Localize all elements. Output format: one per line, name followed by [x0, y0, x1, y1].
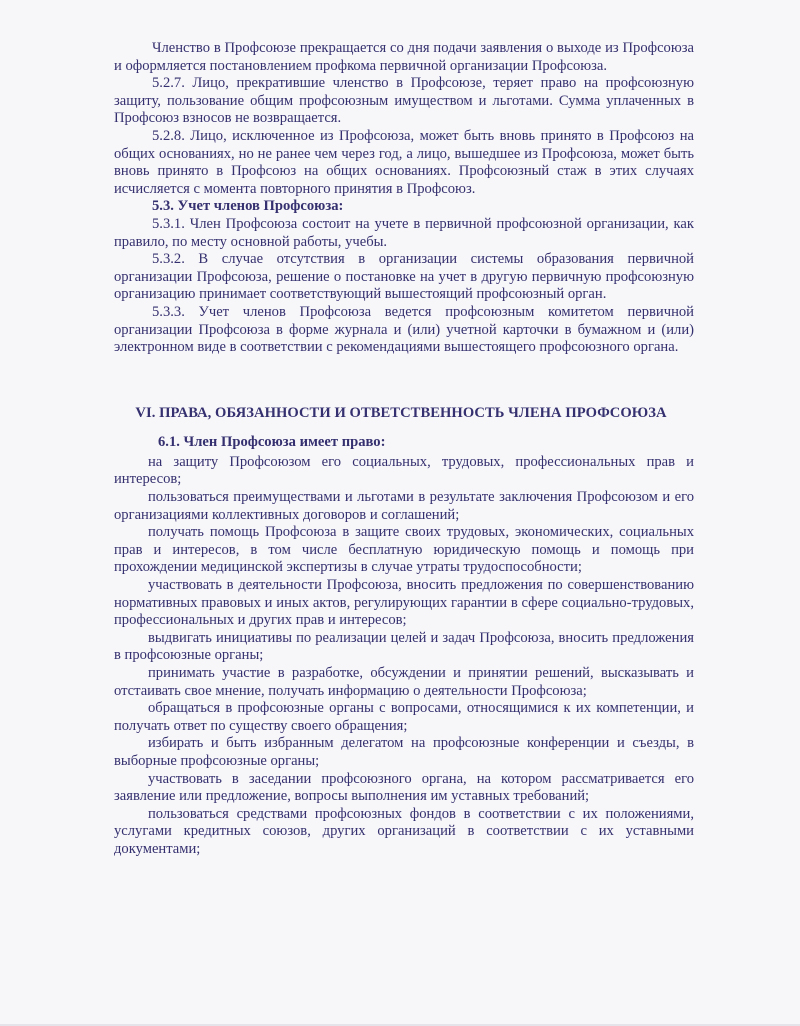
- list-item: пользоваться средствами профсоюзных фондов в соответствии с их положениями, услугами кредитных союзов, других организаций в соответствии с их уставными документами;: [114, 805, 694, 857]
- paragraph-5-3-1: 5.3.1. Член Профсоюза состоит на учете в первичной профсоюзной организации, как правило, по месту основной работы, учебы.: [114, 215, 694, 250]
- paragraph-membership-termination: Членство в Профсоюзе прекращается со дня подачи заявления о выходе из Профсоюза и оформляется постановлением профкома первичной организации Профсоюза.: [114, 40, 694, 74]
- list-item: получать помощь Профсоюза в защите своих трудовых, экономических, социальных прав и интересов, в том числе бесплатную юридическую помощь и помощь при прохождении медицинской экспертизы в случае утраты трудоспособности;: [114, 524, 694, 576]
- list-item: на защиту Профсоюзом его социальных, трудовых, профессиональных прав и интересов;: [114, 453, 694, 488]
- list-item: участвовать в деятельности Профсоюза, вносить предложения по совершенствованию нормативных правовых и иных актов, регулирующих гарантии в сфере социально-трудовых, профессиональных и других прав и интересов;: [114, 577, 694, 629]
- list-item: принимать участие в разработке, обсуждении и принятии решений, высказывать и отстаивать свое мнение, получать информацию о деятельности Профсоюза;: [114, 665, 694, 699]
- list-item: пользоваться преимуществами и льготами в результате заключения Профсоюзом и его организациями коллективных договоров и соглашений;: [114, 489, 694, 523]
- heading-5-3: 5.3. Учет членов Профсоюза:: [152, 198, 344, 215]
- heading-6-1: 6.1. Член Профсоюза имеет право:: [158, 434, 386, 451]
- section-spacer: [114, 357, 694, 399]
- list-item: выдвигать инициативы по реализации целей и задач Профсоюза, вносить предложения в профсоюзные органы;: [114, 629, 694, 664]
- list-item: избирать и быть избранным делегатом на профсоюзные конференции и съезды, в выборные профсоюзные органы;: [114, 735, 694, 769]
- list-item: обращаться в профсоюзные органы с вопросами, относящимися к их компетенции, и получать ответ по существу своего обращения;: [114, 700, 694, 734]
- paragraph-5-3-2: 5.3.2. В случае отсутствия в организации системы образования первичной организации Профсоюза, решение о постановке на учет в другую первичную профсоюзную организацию принимает соответствующий вышестоящий профсоюзный орган.: [114, 251, 694, 303]
- chapter-title: VI. ПРАВА, ОБЯЗАННОСТИ И ОТВЕТСТВЕННОСТЬ ЧЛЕНА ПРОФСОЮЗА: [135, 404, 667, 421]
- paragraph-5-2-8: 5.2.8. Лицо, исключенное из Профсоюза, может быть вновь принято в Профсоюз на общих основаниях, но не ранее чем через год, а лицо, вышедшее из Профсоюза, может быть вновь принято в Профсоюз на общих основаниях. Профсоюзный стаж в этих случаях исчисляется с момента повторного принятия в Профсоюз.: [114, 127, 694, 197]
- paragraph-5-3-3: 5.3.3. Учет членов Профсоюза ведется профсоюзным комитетом первичной организации Профсоюза в форме журнала и (или) учетной карточки в бумажном и (или) электронном виде в соответствии с рекомендациями вышестоящего профсоюзного органа.: [114, 303, 694, 356]
- list-item: участвовать в заседании профсоюзного органа, на котором рассматривается его заявление или предложение, вопросы выполнения им уставных требований;: [114, 770, 694, 805]
- paragraph-5-2-7: 5.2.7. Лицо, прекратившие членство в Профсоюзе, теряет право на профсоюзную защиту, пользование общим профсоюзным имуществом и льготами. Сумма уплаченных в Профсоюз взносов не возвращается.: [114, 75, 694, 127]
